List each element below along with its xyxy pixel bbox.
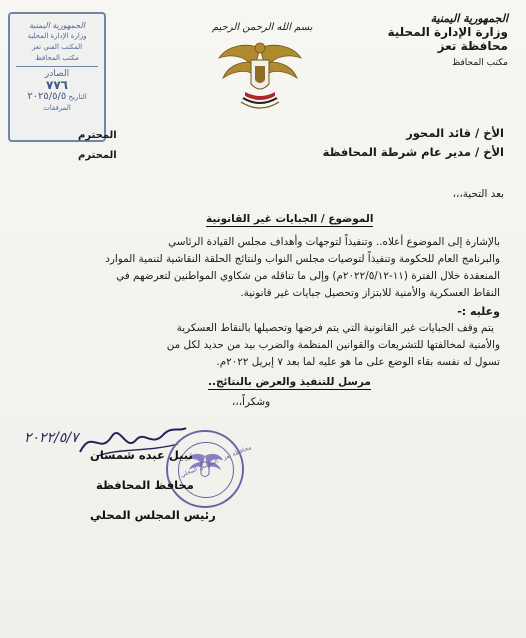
recipient-1: الأخ / قائد المحور — [406, 126, 504, 140]
stamp-date: ٢٠٢٥/٥/٥ — [27, 91, 67, 102]
header-country: الجمهورية اليمنية — [430, 12, 508, 25]
paragraph-line-1: بالإشارة إلى الموضوع أعلاه.. وتنفيذاً لتوجهات وأهداف مجلس القيادة الرئاسي — [168, 236, 500, 248]
stamp-ministry: وزارة الإدارة المحلية — [27, 32, 87, 40]
signatory-title-2: رئيس المجلس المحلي — [90, 508, 216, 522]
stamp-attachments: المرفقات — [43, 104, 71, 112]
paragraph-line-2: والبرنامج العام للحكومة وتنفيذاً لتوصيات مجلس النواب ولنتائج الحلقة النقاشية لتنمية الموارد — [105, 253, 500, 265]
subject: الموضوع / الجبايات غير القانونية — [206, 213, 374, 225]
paragraph-line-4: النقاط العسكرية والأمنية للابتزاز وتحصيل جبايات غير قانونية. — [240, 287, 500, 299]
stamp-date-row — [10, 91, 104, 103]
closing-note: مرسل للتنفيذ والعرض بالنتائج.. — [208, 376, 371, 388]
stamp-office-tech: المكتب الفني تعز — [31, 43, 83, 51]
directive-line-2: والأمنية لمخالفتها للتشريعات والقوانين المنظمة والضرب بيد من حديد لكل من — [166, 339, 500, 351]
header-ministry: وزارة الإدارة المحلية — [387, 25, 508, 39]
honorific-2: المحترم — [78, 150, 117, 161]
directive-line-1: يتم وقف الجبايات غير القانونية التي يتم فرضها وتحصيلها بالنقاط العسكرية — [176, 322, 494, 334]
thanks: وشكراً،،، — [232, 396, 271, 408]
stamp-office: مكتب المحافظ — [35, 54, 79, 62]
stamp-date-label: التاريخ — [68, 93, 87, 101]
seal-text: محافظة تعز - المجلس المحلي — [179, 444, 253, 479]
signatory-name: نبيل عبده شمسان — [90, 448, 193, 462]
handwritten-date: ٢٠٢٢/٥/٧ — [24, 430, 79, 446]
paragraph-line-3: المنعقدة خلال الفترة (١١-٢٠٢٢/٥/١٢م) وإلى ما تناقله من شكاوي المواطنين لتعرضهم في — [116, 270, 500, 282]
therefore-heading: وعليه :- — [457, 305, 500, 318]
basmala: بسم الله الرحمن الرحيم — [212, 22, 313, 33]
greeting: بعد التحية،،، — [452, 188, 504, 200]
stamp-outgoing: الصادر — [44, 69, 70, 79]
honorific-1: المحترم — [78, 130, 117, 141]
stamp-country: الجمهورية اليمنية — [28, 21, 85, 30]
signatory-title-1: محافظ المحافظة — [96, 478, 194, 492]
header-governorate: محافظة تعز — [437, 39, 508, 53]
ministry-header — [387, 12, 508, 68]
registry-stamp — [8, 12, 106, 142]
stamp-number: ٧٧٦ — [46, 78, 68, 92]
directive-line-3: تسول له نفسه بقاء الوضع على ما هو عليه لما بعد ٧ إبريل ٢٠٢٢م. — [216, 356, 500, 368]
republic-emblem-icon — [215, 36, 305, 114]
recipient-2: الأخ / مدير عام شرطة المحافظة — [322, 145, 504, 159]
header-office: مكتب المحافظ — [451, 58, 508, 68]
